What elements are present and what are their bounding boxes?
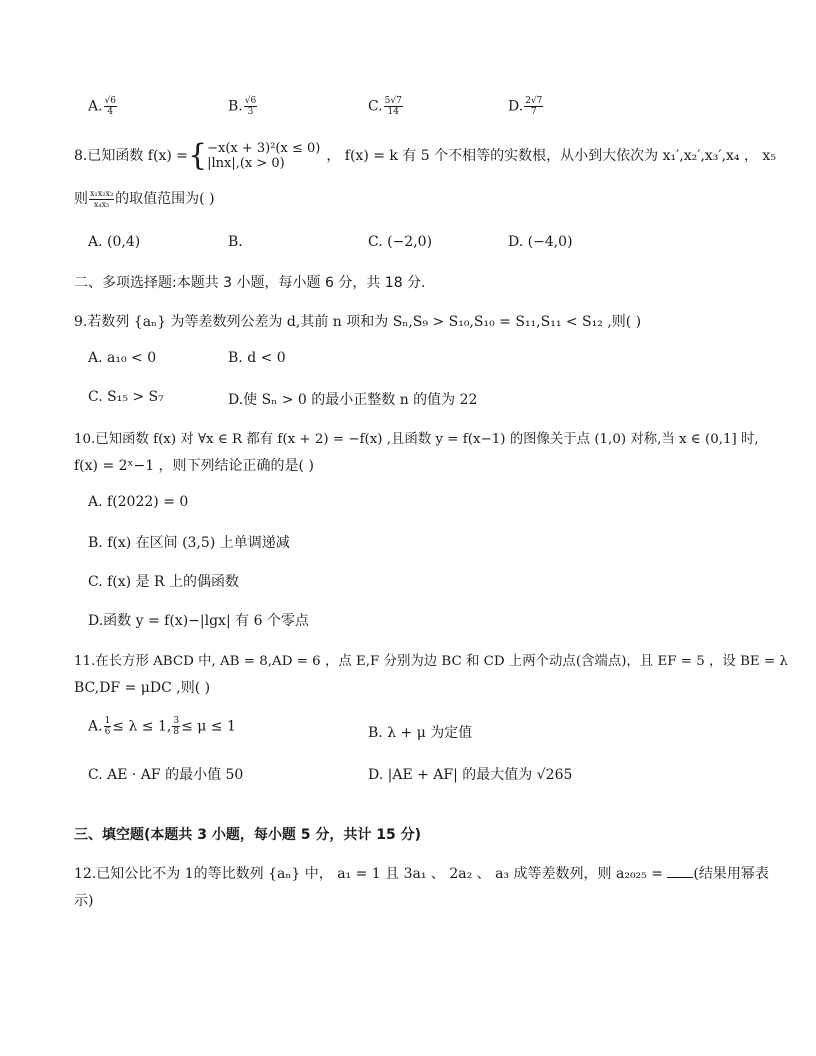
q11-stem-line2: BC,DF = μDC ,则( ) bbox=[74, 680, 211, 696]
q11-stem-line1: 11.在长方形 ABCD 中, AB = 8,AD = 6 ，点 E,F 分别为边 BC 和 CD 上两个动点(含端点)，且 EF = 5 ，设 BE = λ bbox=[74, 654, 788, 669]
q10-stem-line2: f(x) = 2ˣ−1 ，则下列结论正确的是( ) bbox=[74, 458, 314, 474]
q10-option-b: B. f(x) 在区间 (3,5) 上单调递减 bbox=[88, 535, 290, 551]
q11-option-b: B. λ + μ 为定值 bbox=[368, 725, 473, 741]
q7-option-d: D. $\frac{2√7}{7}$ bbox=[508, 96, 543, 117]
q9-stem: 9.若数列 {aₙ} 为等差数列公差为 d,其前 n 项和为 Sₙ,S₉ > S₁₀,S₁₀ = S₁₁,S₁₁ < S₁₂ ,则( ) bbox=[74, 314, 642, 330]
q11-option-d: D. |AE + AF| 的最大值为 √265 bbox=[368, 767, 573, 783]
q9-option-a: A. a₁₀ < 0 bbox=[88, 350, 157, 366]
section-fill-blank-heading: 三、填空题(本题共 3 小题，每小题 5 分，共计 15 分) bbox=[74, 827, 422, 843]
q9-option-c: C. S₁₅ > S₇ bbox=[88, 389, 164, 405]
q11-option-a: A. $\frac{1}{6}$ ≤ λ ≤ 1, $\frac{3}{8}$ ≤ μ ≤ 1 bbox=[88, 716, 236, 737]
q11-option-c: C. AE · AF 的最小值 50 bbox=[88, 767, 244, 783]
q8-option-b: B. bbox=[228, 234, 243, 250]
q9-option-b: B. d < 0 bbox=[228, 350, 286, 366]
q10-option-d: D.函数 y = f(x)−|lgx| 有 6 个零点 bbox=[88, 613, 309, 629]
q10-option-a: A. f(2022) = 0 bbox=[88, 494, 189, 510]
q7-option-b: B. $\frac{√6}{3}$ bbox=[228, 96, 257, 117]
q8-option-a: A. (0,4) bbox=[88, 234, 141, 250]
q7-option-a: A. $\frac{√6}{4}$ bbox=[88, 96, 117, 117]
q8-option-c: C. (−2,0) bbox=[368, 234, 433, 250]
q10-stem-line1: 10.已知函数 f(x) 对 ∀x ∈ R 都有 f(x + 2) = −f(x) ,且函数 y = f(x−1) 的图像关于点 (1,0) 对称,当 x ∈ (0,1] 时, bbox=[74, 432, 759, 447]
q8-stem-line2: 则 $\frac{\text{x₁x₂x₃}}{\text{x₄x₅}}$ 的取值范围为( ) bbox=[74, 188, 215, 209]
q8-stem: 8.已知函数 f(x) ={ −x(x + 3)²(x ≤ 0) |lnx|,(x > 0) ， f(x) = k 有 5 个不相等的实数根，从小到大依次为 x₁′,x₂′,x₃′,x₄ ， x₅ bbox=[74, 138, 776, 173]
q12-stem-line2: 示) bbox=[74, 893, 94, 909]
q8-option-d: D. (−4,0) bbox=[508, 234, 573, 250]
q9-option-d: D.使 Sₙ > 0 的最小正整数 n 的值为 22 bbox=[228, 392, 478, 408]
q7-option-c: C. $\frac{5√7}{14}$ bbox=[368, 96, 402, 117]
q12-stem-line1: 12.已知公比不为 1的等比数列 {aₙ} 中， a₁ = 1 且 3a₁ 、 2a₂ 、 a₃ 成等差数列，则 a₂₀₂₅ = (结果用幂表 bbox=[74, 866, 769, 882]
section-multiple-choice-heading: 二、多项选择题:本题共 3 小题，每小题 6 分，共 18 分. bbox=[74, 275, 426, 291]
answer-blank bbox=[667, 865, 693, 878]
q10-option-c: C. f(x) 是 R 上的偶函数 bbox=[88, 574, 240, 590]
